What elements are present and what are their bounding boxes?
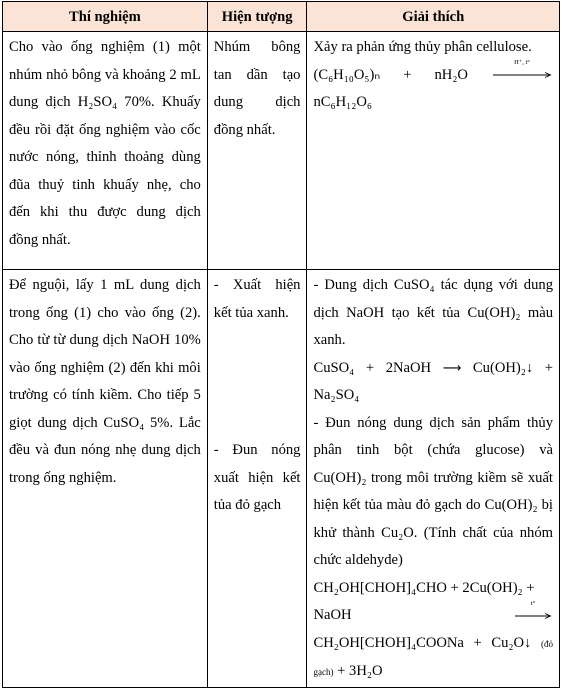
header-explanation: Giải thích [307,2,560,32]
eq2-line-1: CH₂OH[CHOH]₄CHO + 2Cu(OH)₂ + [313,579,535,596]
eq2-line-2 [313,599,553,630]
row1-explanation [307,32,560,270]
eq2-line-3 [313,630,553,687]
eq-water: nH₂O [434,66,468,83]
header-phenomenon: Hiện tượng [207,2,307,32]
arrow-condition-label: H⁺, t° [514,59,530,67]
row1-experiment-text: Cho vào ống nghiệm (1) một nhúm nhỏ bông và khoảng 2 mL dung dịch H₂SO₄ 70%. Khuấy đều rồi đặt ống nghiệm vào cốc nước nóng, thỉnh thoảng dùng đũa thuỷ tinh khuấy nhẹ, cho đến khi thu được dung dịch đồng nhất. [9,39,201,248]
eq1-na2so4: Na₂SO₄ [313,387,360,403]
row1-explanation-text: Xảy ra phản ứng thủy phân cellulose. [313,39,532,55]
eq-glucose-product: nC₆H₁₂O₆ [313,94,372,110]
table-header-row [3,2,560,32]
cuso4-naoh-equation [313,355,553,383]
row2-explanation [307,270,560,688]
eq2-products: CH₂OH[CHOH]₄COONa + Cu₂O↓ [313,634,532,651]
eq1-cuoh2: Cu(OH)₂↓ [472,359,534,376]
heat-arrow-icon [513,599,553,623]
table-row [3,270,560,688]
row2-phenomenon [207,270,307,688]
row2-experiment [3,270,208,688]
row2-explanation-2: - Đun nóng dung dịch sản phẩm thủy phân tinh bột (chứa glucose) và Cu(OH)₂ trong môi trường kiềm sẽ xuất hiện kết tủa màu đỏ gạch do Cu(OH)₂ bị khử thành Cu₂O. (Tính chất của nhóm chức aldehyde) [313,414,553,568]
row1-experiment [3,32,208,270]
heat-arrow-label: t° [530,599,536,607]
cellulose-hydrolysis-equation [313,59,553,90]
eq1-naoh: 2NaOH [385,359,432,376]
row2-explanation-1: - Dung dịch CuSO₄ tác dụng với dung dịch NaOH tạo kết tủa Cu(OH)₂ màu xanh. [313,277,553,348]
eq1-plus-2: + [544,359,553,376]
row1-phenomenon [207,32,307,270]
eq2-naoh: NaOH [313,607,352,623]
experiment-table [2,1,560,688]
row1-phenomenon-text: Nhúm bông tan dần tạo dung dịch đồng nhất. [213,39,301,138]
eq2-note: (đỏ gạch) [313,638,553,677]
eq2-water: + 3H₂O [337,663,383,679]
reaction-arrow-icon [491,59,553,82]
eq1-arrow-icon: ⟶ [442,360,462,376]
row2-experiment-text: Để nguội, lấy 1 mL dung dịch trong ống (1) cho vào ống (2). Cho từ từ dung dịch NaOH 10% vào ống nghiệm (2) đến khi môi trường có tính kiềm. Cho tiếp 5 giọt dung dịch CuSO₄ 5%. Lắc đều và đun nóng nhẹ dung dịch trong ống nghiệm. [9,277,201,486]
eq1-cuso4: CuSO₄ [313,359,355,376]
eq1-plus: + [365,359,375,376]
eq-plus: + [403,66,412,83]
row2-phenomenon-red: - Đun nóng xuất hiện kết tủa đỏ gạch [213,442,301,513]
eq-cellulose: (C₆H₁₀O₅)ₙ [313,66,381,83]
table-row [3,32,560,270]
spacer [214,327,301,437]
row2-phenomenon-blue: - Xuất hiện kết tủa xanh. [213,277,301,321]
header-experiment: Thí nghiệm [3,2,208,32]
